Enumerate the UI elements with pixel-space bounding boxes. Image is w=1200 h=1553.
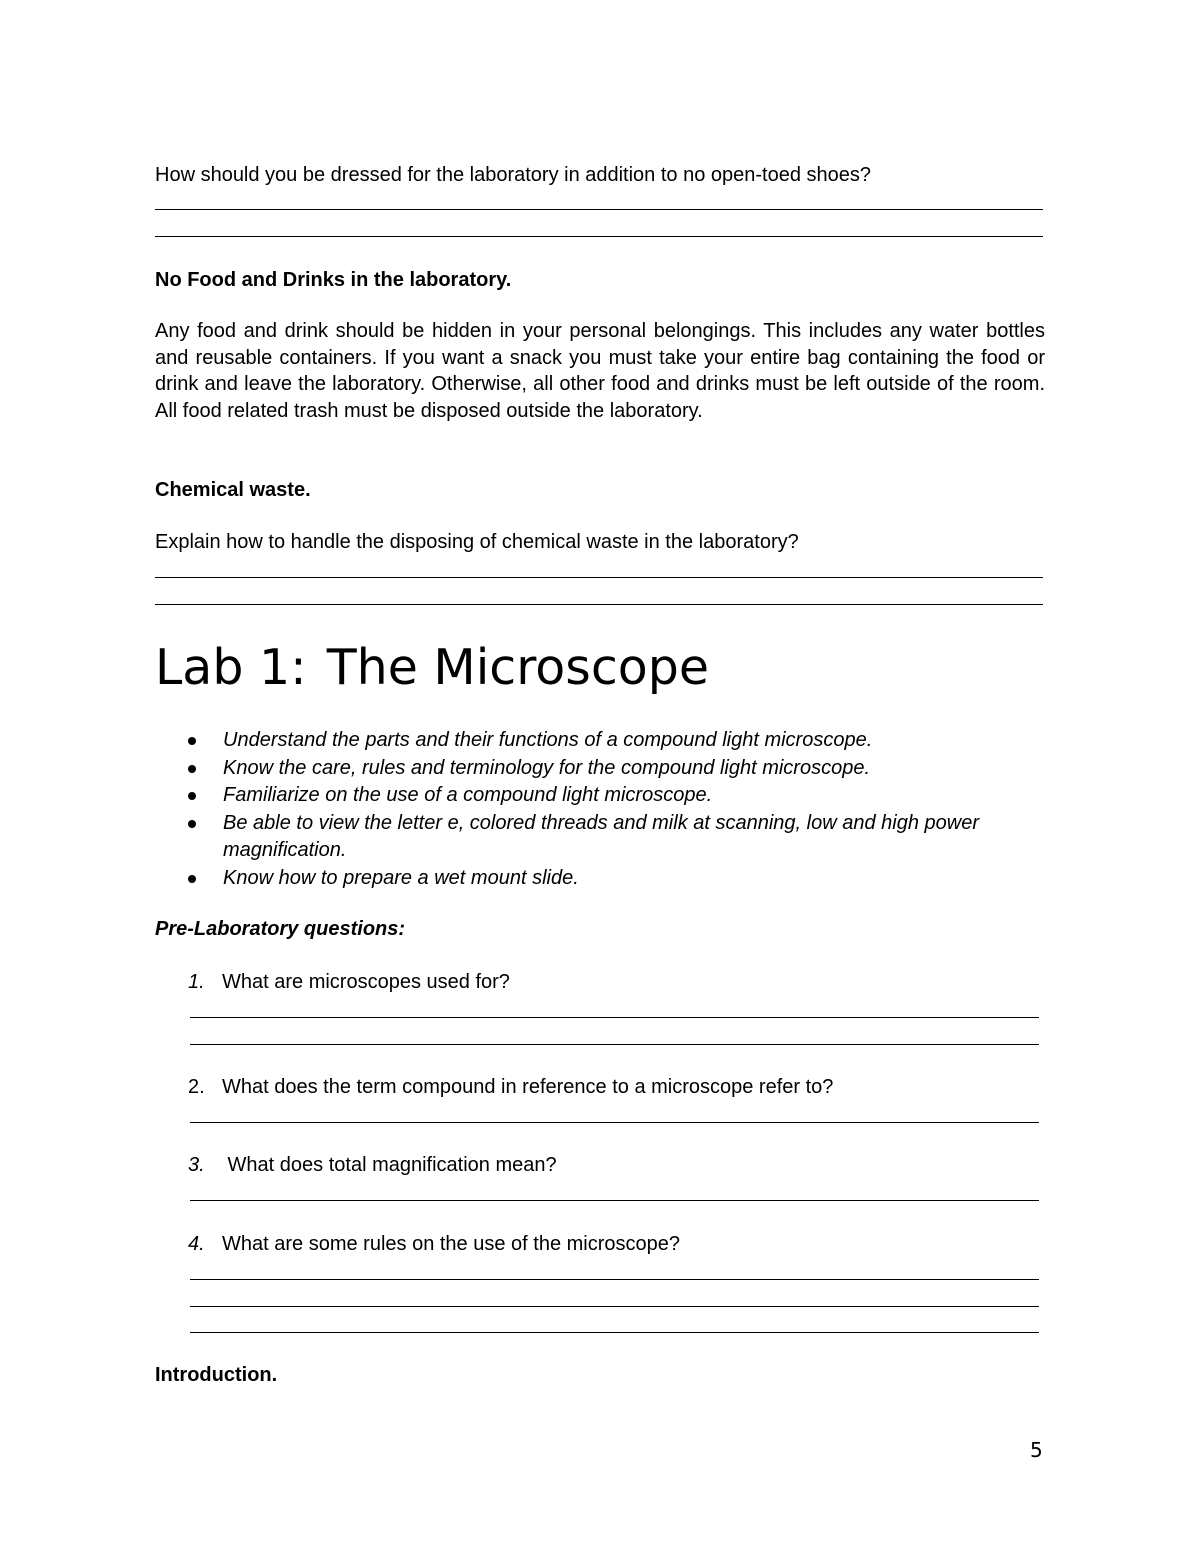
objective-item: Know the care, rules and terminology for the compound light microscope. [155, 755, 1055, 783]
objective-item: Be able to view the letter e, colored threads and milk at scanning, low and high power magnification. [155, 810, 1055, 865]
answer-line [190, 1017, 1039, 1018]
objective-item: Understand the parts and their functions of a compound light microscope. [155, 727, 1055, 755]
answer-line [155, 577, 1043, 578]
introduction-heading: Introduction. [155, 1364, 278, 1386]
prelab-question-2 [188, 1074, 833, 1100]
food-drinks-heading: No Food and Drinks in the laboratory. [155, 269, 512, 291]
question-number: 1. [188, 971, 205, 993]
question-text: What are some rules on the use of the microscope? [222, 1233, 681, 1255]
question-text: What does the term compound in reference to a microscope refer to? [222, 1076, 834, 1098]
objective-item: Familiarize on the use of a compound light microscope. [155, 782, 1055, 810]
chemical-waste-question: Explain how to handle the disposing of chemical waste in the laboratory? [155, 531, 799, 553]
answer-line [190, 1332, 1039, 1333]
lab-title-main: The Microscope [326, 639, 709, 696]
answer-line [190, 1200, 1039, 1201]
page-number: 5 [1030, 1438, 1043, 1462]
question-text: What are microscopes used for? [222, 971, 510, 993]
objective-item: Know how to prepare a wet mount slide. [155, 865, 1055, 893]
lab-title [155, 636, 709, 700]
chemical-waste-heading: Chemical waste. [155, 479, 311, 501]
answer-line [190, 1279, 1039, 1280]
answer-line [190, 1306, 1039, 1307]
prelab-question-1 [188, 969, 510, 995]
objectives-list [155, 727, 1055, 892]
question-text: What does total magnification mean? [222, 1154, 557, 1176]
dress-question: How should you be dressed for the laboratory in addition to no open-toed shoes? [155, 164, 872, 186]
answer-line [190, 1122, 1039, 1123]
answer-line [190, 1044, 1039, 1045]
question-number: 4. [188, 1233, 205, 1255]
question-number: 2. [188, 1076, 205, 1098]
prelab-question-3 [188, 1152, 557, 1178]
question-number: 3. [188, 1154, 205, 1176]
prelab-heading: Pre-Laboratory questions: [155, 918, 406, 940]
lab-title-prefix: Lab 1: [155, 639, 307, 696]
answer-line [155, 604, 1043, 605]
answer-line [155, 236, 1043, 237]
food-drinks-paragraph: Any food and drink should be hidden in your personal belongings. This includes any water bottles and reusable containers. If you want a snack you must take your entire bag containing the food or drink and leave the laboratory. Otherwise, all other food and drinks must be left outside of the room. All food related trash must be disposed outside the laboratory. [155, 320, 1045, 422]
answer-line [155, 209, 1043, 210]
prelab-question-4 [188, 1231, 680, 1257]
